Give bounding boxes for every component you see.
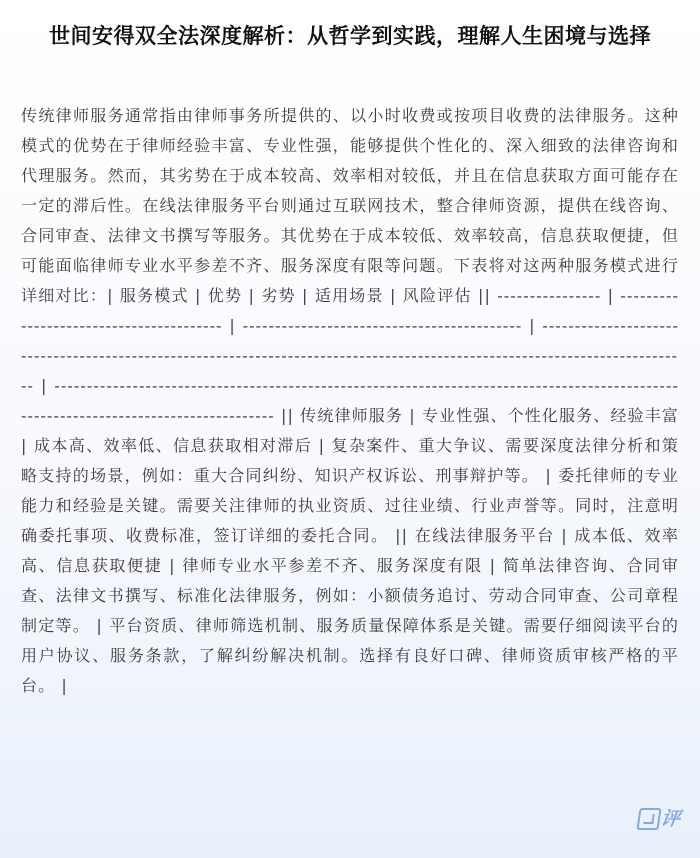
watermark-text: 评 — [659, 808, 681, 830]
article-body: 传统律师服务通常指由律师事务所提供的、以小时收费或按项目收费的法律服务。这种模式的优势在于律师经验丰富、专业性强，能够提供个性化的、深入细致的法律咨询和代理服务。然而，其劣势在于成本较高、效率相对较低，并且在信息获取方面可能存在一定的滞后性。在线法律服务平台则通过互联网技术，整合律师资源，提供在线咨询、合同审查、法律文书撰写等服务。其优势在于成本较低、效率较高，信息获取便捷，但可能面临律师专业水平参差不齐、服务深度有限等问题。下表将对这两种服务模式进行详细对比：| 服务模式 | 优势 | 劣势 | 适用场景 | 风险评估 || ---------------- | ---------------------------------------- | ------------------------------------------- | ---------------------------------------------------------------------------------------------------------------------------- | --------------------------------------------------------------------------------------------------------------------------------------- || 传统律师服务 | 专业性强、个性化服务、经验丰富 | 成本高、效率低、信息获取相对滞后 | 复杂案件、重大争议、需要深度法律分析和策略支持的场景，例如：重大合同纠纷、知识产权诉讼、刑事辩护等。 | 委托律师的专业能力和经验是关键。需要关注律师的执业资质、过往业绩、行业声誉等。同时，注意明确委托事项、收费标准，签订详细的委托合同。 || 在线法律服务平台 | 成本低、效率高、信息获取便捷 | 律师专业水平参差不齐、服务深度有限 | 简单法律咨询、合同审查、法律文书撰写、标准化法律服务，例如：小额债务追讨、劳动合同审查、公司章程制定等。 | 平台资质、律师筛选机制、服务质量保障体系是关键。需要仔细阅读平台的用户协议、服务条款，了解纠纷解决机制。选择有良好口碑、律师资质审核严格的平台。 | — [21, 106, 679, 695]
watermark-logo — [638, 807, 679, 831]
review-logo-icon — [636, 808, 661, 830]
article-title: 世间安得双全法深度解析：从哲学到实践，理解人生困境与选择 — [49, 23, 651, 48]
